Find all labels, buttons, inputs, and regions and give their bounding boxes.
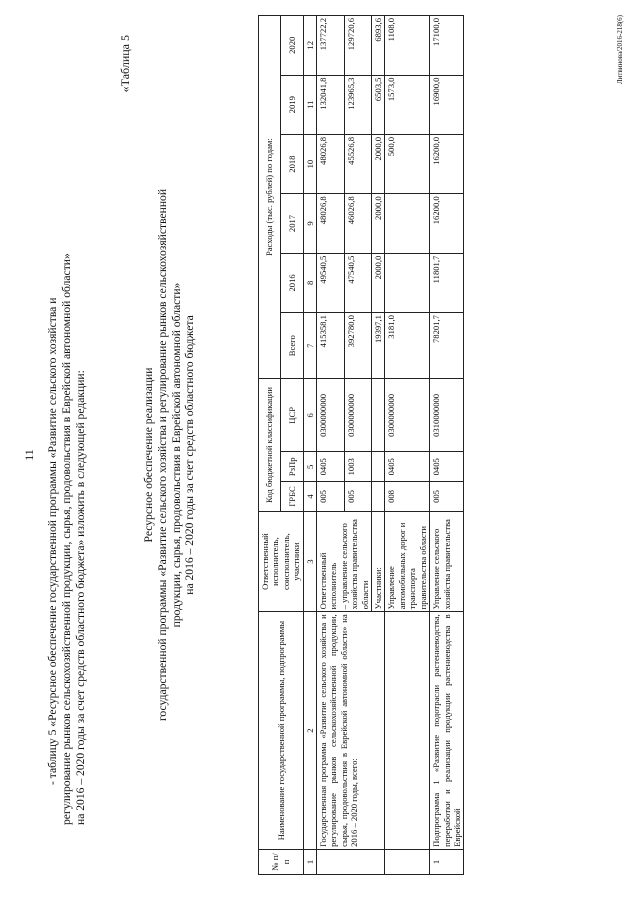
executor-name: – управление сельского хозяйства правительства области: [338, 519, 370, 610]
year-cell: 6893,6: [372, 16, 385, 76]
participant-executor: Управление автомобильных дорог и транспорта правительства области: [385, 511, 430, 612]
year-cell: 6503,5: [372, 75, 385, 134]
program-executor: [317, 511, 372, 612]
total-cell: 3181,0: [385, 313, 430, 379]
column-number: 7: [303, 313, 316, 379]
grbs-cell: [372, 482, 385, 512]
subprogram-num: 1: [430, 849, 464, 874]
year-cell: 48026,8: [317, 194, 345, 253]
header-year: 2017: [281, 194, 303, 253]
title-line: государственной программы «Развитие сельского хозяйства и регулирование рынков сельскохозяйственной: [155, 188, 169, 722]
total-cell: 415358,1: [317, 313, 345, 379]
year-cell: 11801,7: [430, 253, 464, 312]
intro-line: на 2016 – 2020 годы за счет средств областного бюджета» изложить в следующей редакции:: [74, 370, 88, 825]
participant-num: [385, 849, 430, 874]
year-cell: 16200,0: [430, 134, 464, 193]
participant-name-blank: [385, 612, 430, 850]
year-cell: 16200,0: [430, 194, 464, 253]
year-cell: 2000,0: [372, 134, 385, 193]
intro-line: - таблицу 5 «Ресурсное обеспечение государственной программы «Развитие сельского хозяйства и: [46, 297, 59, 785]
title-line: продукции, сырья, продовольствия в Еврейской автономной области»: [169, 282, 183, 628]
subprogram-executor: Управление сельского хозяйства правительства: [430, 511, 464, 612]
year-cell: 47540,5: [344, 253, 372, 312]
header-year: 2019: [281, 75, 303, 134]
year-cell: 137722,2: [317, 16, 345, 76]
page-number: 11: [22, 449, 36, 461]
subprogram-row: [430, 16, 464, 875]
header-executor: Ответственный исполнитель, соисполнитель, участники: [259, 511, 304, 612]
rzpr-cell: 0405: [385, 452, 430, 482]
grbs-cell: 005: [344, 482, 372, 512]
year-cell: 48026,8: [317, 134, 345, 193]
column-number: 6: [303, 379, 316, 452]
column-number: 9: [303, 194, 316, 253]
year-cell: 129720,6: [344, 16, 372, 76]
grbs-cell: 005: [430, 482, 464, 512]
header-budget-code: Код бюджетной классификации: [259, 379, 281, 512]
program-name: Государственная программа «Развитие сельского хозяйства и регулирование рынков сельскохозяйственной продукции, сырья, продовольствия в Еврейской автономной области» на 2016 – 2020 годы, всего:: [317, 612, 385, 850]
csr-cell: 0300000000: [317, 379, 345, 452]
participants-label: Участники:: [372, 511, 385, 612]
column-number: 11: [303, 75, 316, 134]
rzpr-cell: 0405: [317, 452, 345, 482]
grbs-cell: 005: [317, 482, 345, 512]
rzpr-cell: 0405: [430, 452, 464, 482]
csr-cell: 0310000000: [430, 379, 464, 452]
footer-code: Литвинова/2016-218(6): [616, 15, 624, 85]
year-cell: [385, 253, 430, 312]
year-cell: 1108,0: [385, 16, 430, 76]
year-cell: 132041,8: [317, 75, 345, 134]
rzpr-cell: [372, 452, 385, 482]
header-year: 2016: [281, 253, 303, 312]
year-cell: 17100,0: [430, 16, 464, 76]
year-cell: 49540,5: [317, 253, 345, 312]
header-year: 2018: [281, 134, 303, 193]
column-number: 12: [303, 16, 316, 76]
csr-cell: [372, 379, 385, 452]
intro-paragraph: [46, 65, 89, 825]
csr-cell: 0300000000: [344, 379, 372, 452]
resources-table: [258, 15, 464, 875]
participant-row: [385, 16, 430, 875]
column-number: 10: [303, 134, 316, 193]
title-line: Ресурсное обеспечение реализации: [142, 367, 155, 543]
csr-cell: 0300000000: [385, 379, 430, 452]
program-row: [317, 16, 345, 875]
year-cell: 2000,0: [372, 194, 385, 253]
table-label: «Таблица 5: [118, 35, 132, 93]
column-number: 5: [303, 452, 316, 482]
column-number: 8: [303, 253, 316, 312]
header-grbs: ГРБС: [281, 482, 303, 512]
table-title: [142, 145, 197, 765]
column-number: 2: [303, 612, 316, 850]
header-expenses: Расходы (тыс. рублей) по годам:: [259, 16, 281, 379]
subprogram-name: Подпрограмма 1 «Развитие подотрасли растениеводства, переработки и реализации продукции растениеводства в Еврейской: [430, 612, 464, 850]
column-number: 1: [303, 849, 316, 874]
program-num: [317, 849, 385, 874]
year-cell: [385, 194, 430, 253]
header-csr: ЦСР: [281, 379, 303, 452]
column-number: 3: [303, 511, 316, 612]
total-cell: 392780,0: [344, 313, 372, 379]
header-num: № п/п: [259, 849, 304, 874]
year-cell: 45526,8: [344, 134, 372, 193]
intro-line: регулирование рынков сельскохозяйственной продукции, сырья, продовольствия в Еврейской автономной области»: [60, 253, 74, 825]
year-cell: 16900,0: [430, 75, 464, 134]
title-line: на 2016 – 2020 годы за счет средств областного бюджета: [183, 315, 197, 595]
year-cell: 46026,8: [344, 194, 372, 253]
column-number-row: [303, 16, 316, 875]
year-cell: 2000,0: [372, 253, 385, 312]
header-row: [259, 16, 281, 875]
header-rzpr: РзПр: [281, 452, 303, 482]
total-cell: 78201,7: [430, 313, 464, 379]
header-total: Всего: [281, 313, 303, 379]
header-name: Наименование государственной программы, подпрограммы: [259, 612, 304, 850]
year-cell: 1573,0: [385, 75, 430, 134]
rzpr-cell: 1003: [344, 452, 372, 482]
total-cell: 19397,1: [372, 313, 385, 379]
executor-label: Ответственный исполнитель: [318, 552, 339, 610]
header-year: 2020: [281, 16, 303, 76]
year-cell: 500,0: [385, 134, 430, 193]
grbs-cell: 008: [385, 482, 430, 512]
year-cell: 123965,3: [344, 75, 372, 134]
column-number: 4: [303, 482, 316, 512]
